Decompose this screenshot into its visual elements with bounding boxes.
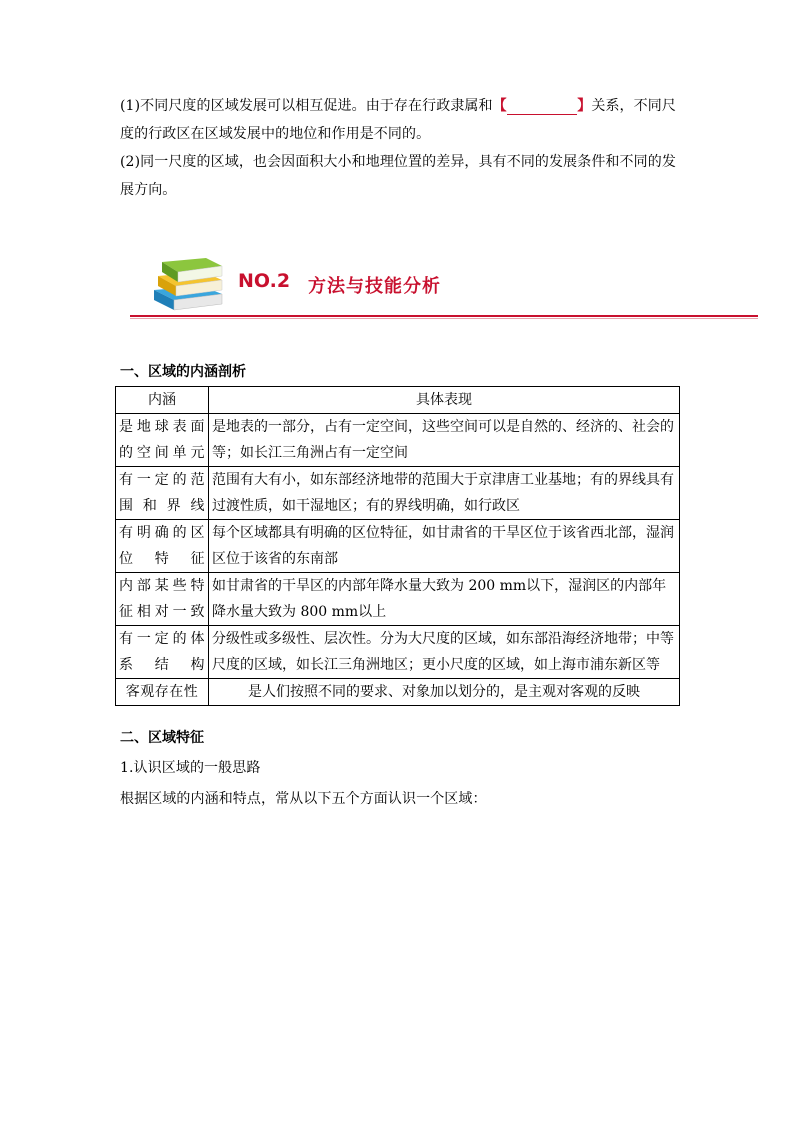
table-cell-term: 是地球表面的空间单元: [116, 414, 209, 467]
paragraph-1-text-cont: 关系，不同尺度的行政区在区域发展中的地位和作用是不同的。: [120, 98, 676, 142]
table-header-cell: 内涵: [116, 387, 209, 414]
paragraph-1: [120, 92, 680, 148]
paragraph-3: 根据区域的内涵和特点，常从以下五个方面认识一个区域：: [120, 791, 487, 807]
subheading-1: 1.认识区域的一般思路: [120, 760, 261, 776]
table-cell-term: 内部某些特征相对一致: [116, 573, 209, 626]
table-cell-detail: 分级性或多级性、层次性。分为大尺度的区域，如东部沿海经济地带；中等尺度的区域，如长江三角洲地区；更小尺度的区域，如上海市浦东新区等: [209, 626, 680, 679]
table-row: [116, 573, 680, 626]
connotation-table: [115, 386, 680, 706]
table-row: [116, 467, 680, 520]
table-cell-detail: 如甘肃省的干旱区的内部年降水量大致为 200 mm以下，湿润区的内部年降水量大致为 800 mm以上: [209, 573, 680, 626]
table-header-row: [116, 387, 680, 414]
banner-rule: [130, 315, 758, 317]
paragraph-1-text: (1)不同尺度的区域发展可以相互促进。由于存在行政隶属和: [120, 98, 493, 114]
table-cell-term: 客观存在性: [116, 679, 209, 706]
books-icon: [150, 246, 230, 316]
table-cell-detail: 每个区域都具有明确的区位特征，如甘肃省的干旱区位于该省西北部，湿润区位于该省的东南部: [209, 520, 680, 573]
fill-in-blank[interactable]: [507, 98, 578, 115]
section-2-heading: 二、区域特征: [120, 730, 204, 746]
banner-number: NO.2: [238, 270, 291, 292]
section-1-heading: 一、区域的内涵剖析: [120, 364, 246, 380]
table-cell-detail: 是人们按照不同的要求、对象加以划分的，是主观对客观的反映: [209, 679, 680, 706]
table-cell-detail: 是地表的一部分，占有一定空间，这些空间可以是自然的、经济的、社会的等；如长江三角洲占有一定空间: [209, 414, 680, 467]
blank-open-bracket: 【: [492, 98, 507, 114]
table-row: [116, 414, 680, 467]
table-cell-term: 有一定的体系结构: [116, 626, 209, 679]
table-row: [116, 679, 680, 706]
table-row: [116, 520, 680, 573]
section-banner: [130, 240, 760, 330]
table-cell-detail: 范围有大有小，如东部经济地带的范围大于京津唐工业基地；有的界线具有过渡性质，如干湿地区；有的界线明确，如行政区: [209, 467, 680, 520]
banner-title: 方法与技能分析: [308, 276, 441, 297]
table-cell-term: 有明确的区位特征: [116, 520, 209, 573]
table-header-cell: 具体表现: [209, 387, 680, 414]
table-cell-term: 有一定的范围和界线: [116, 467, 209, 520]
paragraph-2: (2)同一尺度的区域，也会因面积大小和地理位置的差异，具有不同的发展条件和不同的发展方向。: [120, 154, 676, 198]
banner-rule-shadow: [130, 318, 758, 319]
blank-close-bracket: 】: [577, 98, 592, 114]
table-row: [116, 626, 680, 679]
